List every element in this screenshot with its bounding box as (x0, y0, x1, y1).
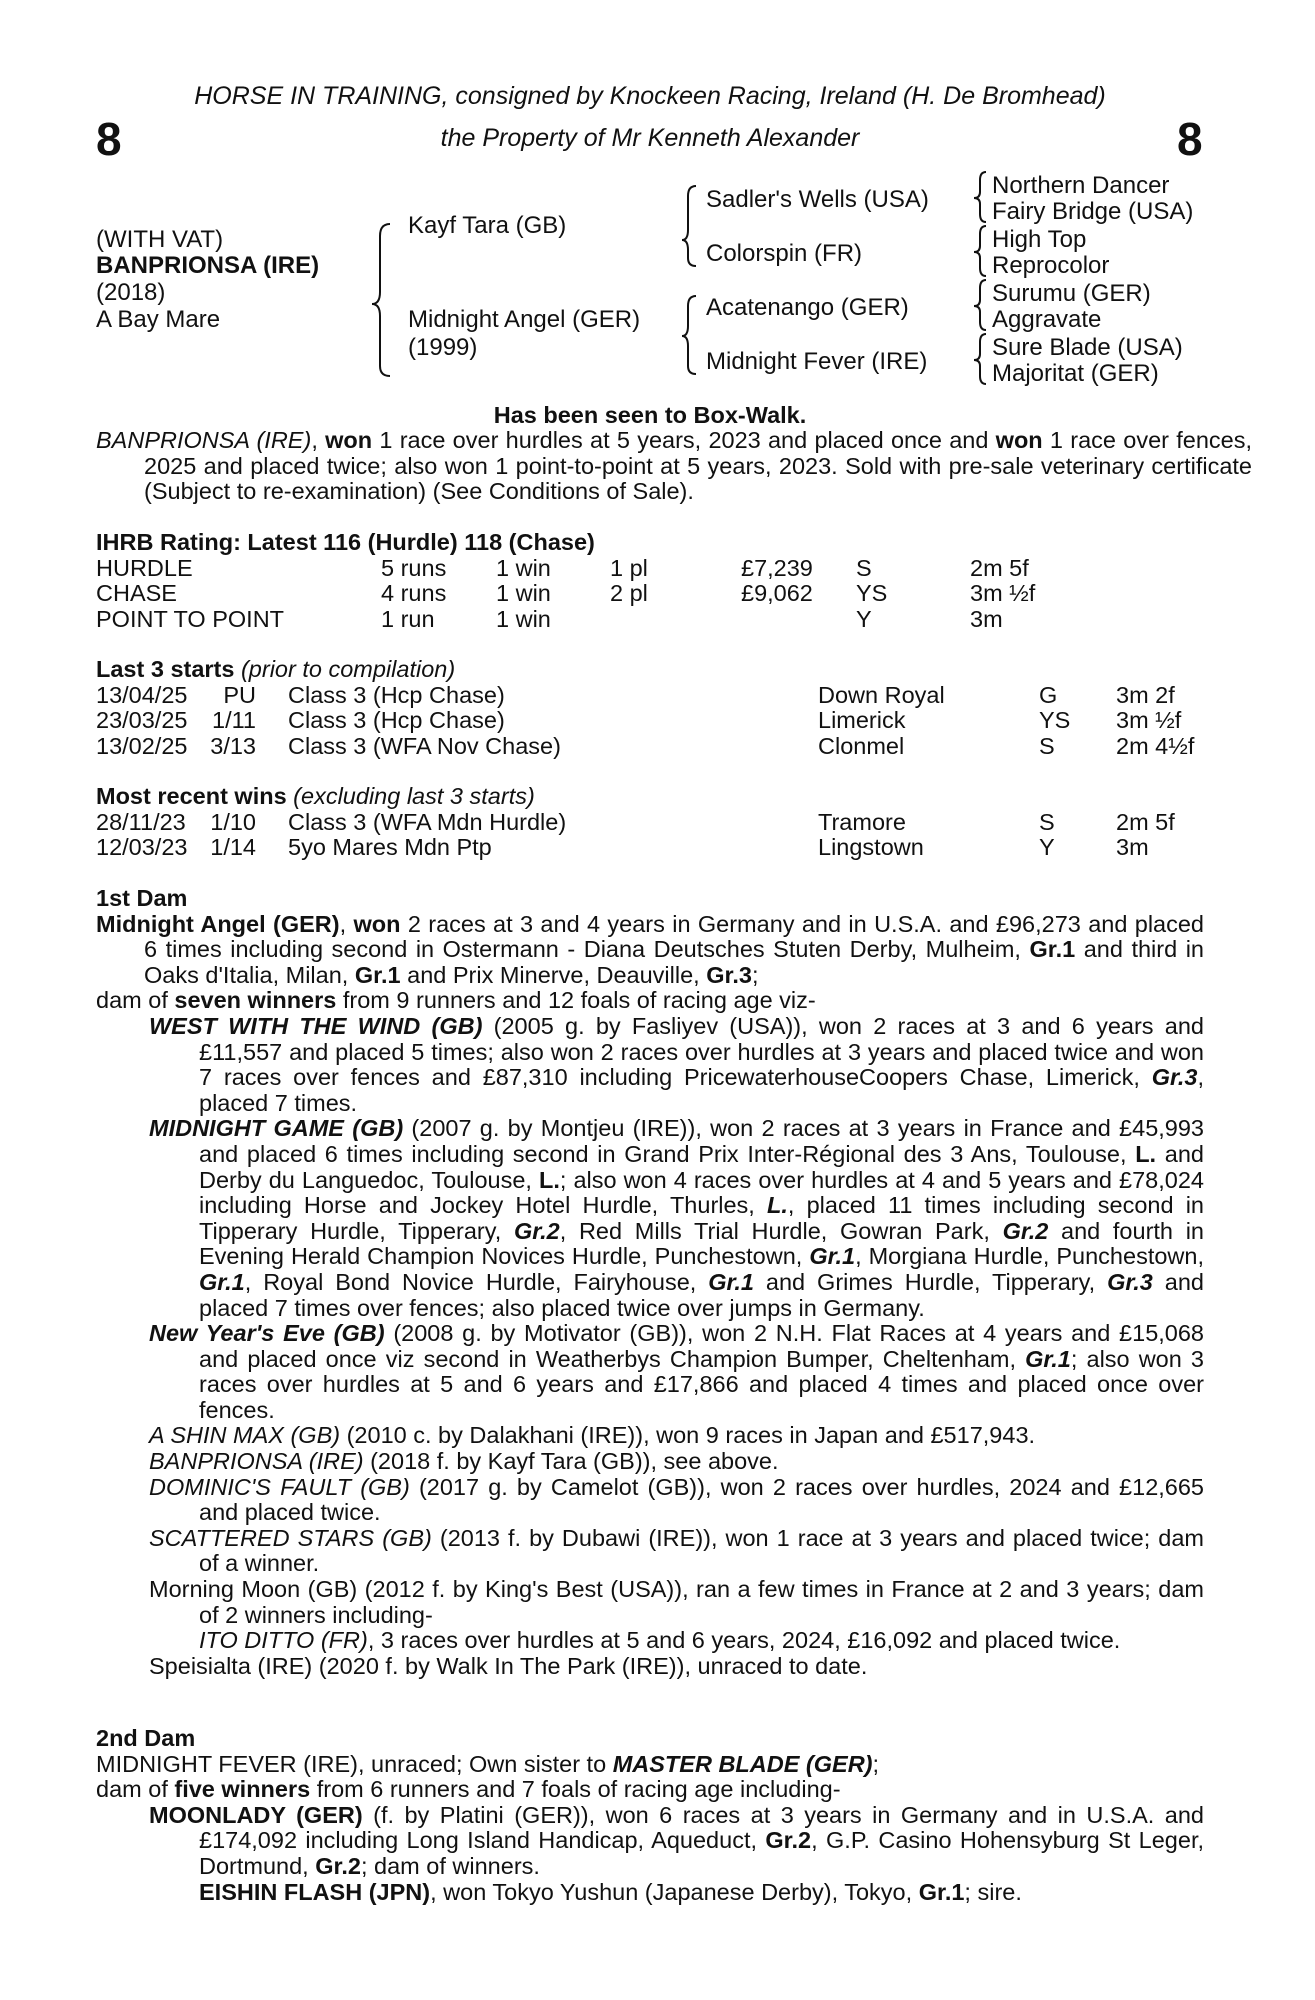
ihrb-row: CHASE 4 runs 1 win 2 pl £9,062 YS 3m ½f (96, 580, 1036, 607)
pedigree-ggd-3: Aggravate (992, 306, 1102, 333)
recent-wins-section: Most recent wins (excluding last 3 starts) 28/11/23 1/10 Class 3 (WFA Mdn Hurdle) Tramore S 2m 5f 12/03/23 1/14 5yo Mares Mdn Ptp Lingstown Y 3m (96, 784, 1204, 861)
first-dam-paragraph: Midnight Angel (GER), won 2 races at 3 and 4 years in Germany and in U.S.A. and £96,273 and placed 6 times including second in Ostermann - Diana Deutsches Stuten Derby, Mulheim, Gr.1 and third in Oaks d'Italia, Milan, Gr.1 and Prix Minerve, Deauville, Gr.3; (96, 910, 1204, 988)
produce-moonlady: MOONLADY (GER) (f. by Platini (GER)), won 6 races at 3 years in Germany and in U.S.A. and £174,092 including Long Island Handicap, Aqueduct, Gr.2, G.P. Casino Hohensyburg St Leger, Dortmund, Gr.2; dam of winners. (149, 1801, 1204, 1879)
produce-eishin-flash: EISHIN FLASH (JPN), won Tokyo Yushun (Japanese Derby), Tokyo, Gr.1; sire. (199, 1878, 1022, 1905)
produce-scattered-stars: SCATTERED STARS (GB) (2013 f. by Dubawi (IRE)), won 1 race at 3 years and placed twice; dam of a winner. (149, 1524, 1205, 1577)
start-row: 23/03/25 1/11 Class 3 (Hcp Chase) Limerick YS 3m ½f (96, 707, 1182, 734)
last-three-section: Last 3 starts (prior to compilation) 13/04/25 PU Class 3 (Hcp Chase) Down Royal G 3m 2f 23/03/25 1/11 Class 3 (Hcp Chase) Limerick YS 3m ½f 13/02/25 3/13 Class 3 (WFA Nov Chase) Clonmel S 2m 4½f (96, 657, 1204, 759)
produce-banprionsa: BANPRIONSA (IRE) (2018 f. by Kayf Tara (GB)), see above. (149, 1448, 779, 1475)
ihrb-row: HURDLE 5 runs 1 win 1 pl £7,239 S 2m 5f (96, 554, 1029, 581)
second-dam-section (96, 1726, 1204, 1905)
lot-number-right: 8 (1177, 113, 1203, 165)
produce-new-years-eve: New Year's Eve (GB) (2008 g. by Motivator (GB)), won 2 N.H. Flat Races at 4 years and £15,068 and placed once viz second in Weatherbys Champion Bumper, Cheltenham, Gr.1; also won 3 races over hurdles at 5 and 6 years and £17,866 and placed 4 times and placed once over fences. (149, 1320, 1204, 1423)
pedigree-ggs-4: Sure Blade (USA) (992, 334, 1183, 361)
pedigree-sire: Kayf Tara (GB) (408, 212, 567, 239)
pedigree-ggs-2: High Top (992, 226, 1087, 253)
start-row: 13/04/25 PU Class 3 (Hcp Chase) Down Royal G 3m 2f (96, 681, 1175, 708)
consignor-line: HORSE IN TRAINING, consigned by Knockeen Racing, Ireland (H. De Bromhead) (194, 82, 1106, 110)
pedigree-sire-sire: Sadler's Wells (USA) (706, 186, 929, 213)
race-summary: BANPRIONSA (IRE), won 1 race over hurdles at 5 years, 2023 and placed once and won 1 race over fences, 2025 and placed twice; also won 1 point-to-point at 5 years, 2023. Sold with pre-sale veterinary certificate (Subject to re-examination) (See Conditions of Sale). (96, 427, 1252, 505)
pedigree-sire-dam: Colorspin (FR) (706, 240, 863, 267)
first-dam-section (96, 886, 1204, 1679)
produce-a-shin-max: A SHIN MAX (GB) (2010 c. by Dalakhani (IRE)), won 9 races in Japan and £517,943. (149, 1422, 1036, 1449)
pedigree-ggs-1: Northern Dancer (992, 172, 1170, 199)
pedigree-ggd-4: Majoritat (GER) (992, 360, 1159, 387)
first-dam-heading: 1st Dam (96, 885, 188, 911)
start-row: 13/02/25 3/13 Class 3 (WFA Nov Chase) Clonmel S 2m 4½f (96, 732, 1195, 759)
win-row: 12/03/23 1/14 5yo Mares Mdn Ptp Lingstown Y 3m (96, 834, 1149, 861)
ihrb-row: POINT TO POINT 1 run 1 win Y 3m (96, 605, 1003, 632)
pedigree-dam: Midnight Angel (GER) (408, 306, 641, 333)
pedigree-ggd-2: Reprocolor (992, 252, 1110, 279)
second-dam-heading: 2nd Dam (96, 1725, 196, 1751)
ihrb-title: IHRB Rating: Latest 116 (Hurdle) 118 (Chase) (96, 529, 595, 555)
second-dam-line: MIDNIGHT FEVER (IRE), unraced; Own sister to MASTER BLADE (GER); (96, 1750, 880, 1777)
last-three-title: Last 3 starts (96, 656, 235, 682)
ihrb-section (96, 530, 1204, 632)
produce-ito-ditto: ITO DITTO (FR), 3 races over hurdles at 5 and 6 years, 2024, £16,092 and placed twice. (199, 1627, 1121, 1654)
lot-number-left: 8 (96, 113, 122, 165)
horse-year: (2018) (96, 279, 166, 306)
produce-speisialta: Speisialta (IRE) (2020 f. by Walk In The Park (IRE)), unraced to date. (149, 1652, 868, 1679)
recent-wins-title: Most recent wins (96, 783, 287, 809)
first-dam-produce: dam of seven winners from 9 runners and 12 foals of racing age viz- (96, 987, 816, 1014)
horse-name: BANPRIONSA (IRE) (96, 252, 320, 279)
boxwalk-note: Has been seen to Box-Walk. (493, 402, 807, 428)
second-dam-produce: dam of five winners from 6 runners and 7 foals of racing age including- (96, 1776, 841, 1803)
horse-description: A Bay Mare (96, 306, 221, 333)
pedigree-ggd-1: Fairy Bridge (USA) (992, 198, 1194, 225)
property-line: the Property of Mr Kenneth Alexander (440, 124, 860, 152)
win-row: 28/11/23 1/10 Class 3 (WFA Mdn Hurdle) Tramore S 2m 5f (96, 808, 1175, 835)
produce-morning-moon: Morning Moon (GB) (2012 f. by King's Best (USA)), ran a few times in France at 2 and 3 years; dam of 2 winners including- (149, 1576, 1204, 1628)
pedigree-dam-dam: Midnight Fever (IRE) (706, 348, 928, 375)
produce-dominics-fault: DOMINIC'S FAULT (GB) (2017 g. by Camelot (GB)), won 2 races over hurdles, 2024 and £12,665 and placed twice. (149, 1473, 1204, 1526)
produce-midnight-game: MIDNIGHT GAME (GB) (2007 g. by Montjeu (IRE)), won 2 races at 3 years in France and £45,993 and placed 6 times including second in Grand Prix Inter-Régional des 3 Ans, Toulouse, L. and Derby du Languedoc, Toulouse, L.; also won 4 races over hurdles at 4 and 5 years and £78,024 including Horse and Jockey Hotel Hurdle, Thurles, L., placed 11 times including second in Tipperary Hurdle, Tipperary, Gr.2, Red Mills Trial Hurdle, Gowran Park, Gr.2 and fourth in Evening Herald Champion Novices Hurdle, Punchestown, Gr.1, Morgiana Hurdle, Punchestown, Gr.1, Royal Bond Novice Hurdle, Fairyhouse, Gr.1 and Grimes Hurdle, Tipperary, Gr.3 and placed 7 times over fences; also placed twice over jumps in Germany. (149, 1115, 1204, 1321)
pedigree-ggs-3: Surumu (GER) (992, 280, 1151, 307)
vat-label: (WITH VAT) (96, 226, 224, 253)
produce-west-with-the-wind: WEST WITH THE WIND (GB) (2005 g. by Fasliyev (USA)), won 2 races at 3 and 6 years and £11,557 and placed 5 times; also won 2 races over hurdles at 3 years and placed twice and won 7 races over fences and £87,310 including PricewaterhouseCoopers Chase, Limerick, Gr.3, placed 7 times. (149, 1012, 1204, 1116)
summary-horse-name: BANPRIONSA (IRE) (96, 427, 312, 453)
pedigree-dam-year: (1999) (408, 334, 478, 361)
pedigree-dam-sire: Acatenango (GER) (706, 294, 909, 321)
